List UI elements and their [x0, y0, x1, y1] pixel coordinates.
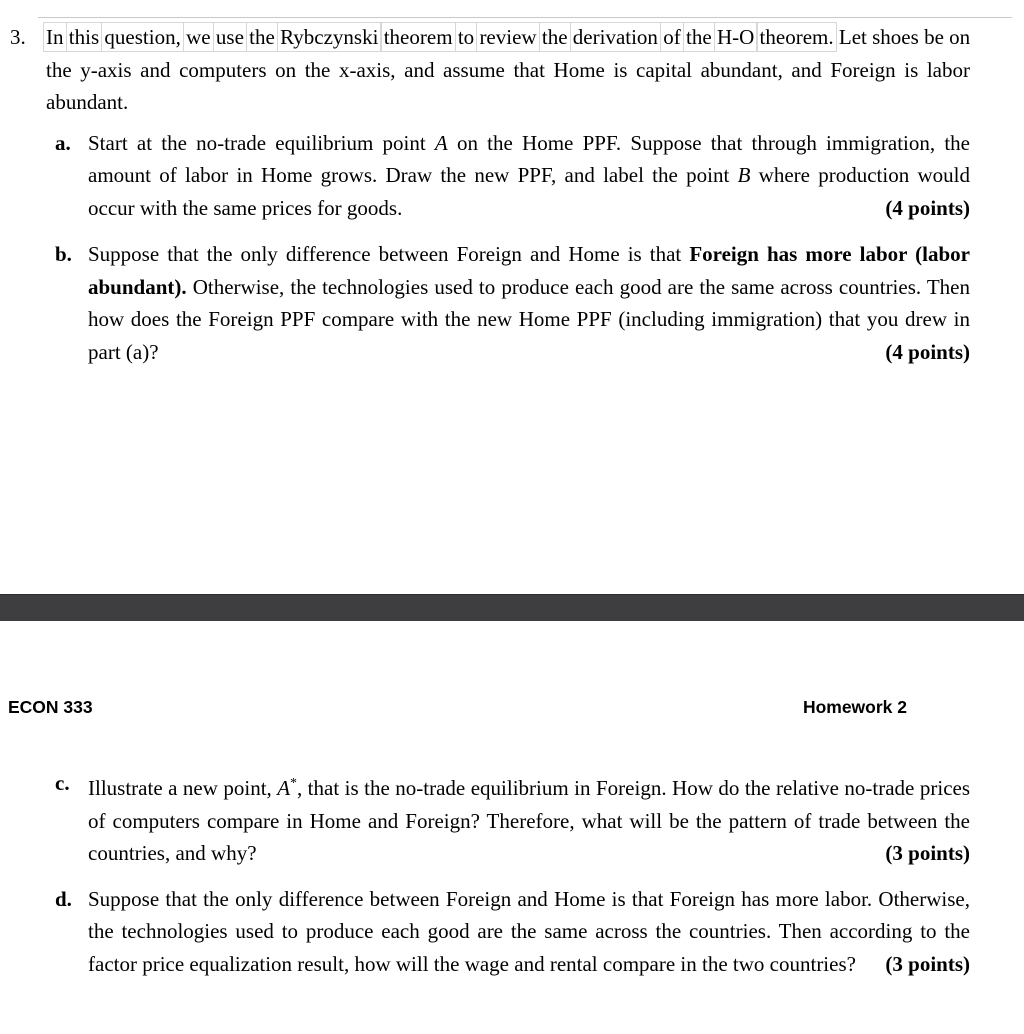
part-b-body [88, 238, 970, 368]
part-c-label: c. [55, 771, 70, 795]
part-c-points-label: (3 points) [875, 837, 970, 870]
question-part-d [55, 883, 970, 981]
part-a-text: Start at the no-trade equilibrium point A on the Home PPF. Suppose that through immigration, the amount of labor in Home grows. Draw the new PPF, and label the point B where production would occur with the same prices for goods. [88, 130, 970, 220]
question-3 [10, 21, 970, 119]
part-d-label: d. [55, 886, 72, 911]
question-number: 3. [10, 25, 26, 49]
question-part-b [55, 238, 970, 368]
page-break-bar [0, 594, 1024, 621]
part-b-points-label: (4 points) [875, 336, 970, 369]
part-d-text: Suppose that the only difference between Foreign and Home is that Foreign has more labor. Otherwise, the technologies used to produce each good are the same across the countries. Then according to the factor price equalization result, how will the wage and rental compare in the two countries? [88, 886, 970, 976]
top-divider [38, 17, 1012, 18]
question-part-c [55, 767, 970, 870]
part-d-body [88, 883, 970, 981]
part-b-text: Suppose that the only difference between Foreign and Home is that Foreign has more labor (labor abundant). Otherwise, the technologies used to produce each good are the same across countries. Then how does the Foreign PPF compare with the new Home PPF (including immigration) that you drew in part (a)? [88, 242, 970, 364]
question-intro: In this question, we use the Rybczynski theorem to review the derivation of the H-O theorem. Let shoes be on the y-axis and computers on the x-axis, and assume that Home is capital abundant, and Foreign is labor abundant. [46, 25, 971, 114]
part-a-label: a. [55, 130, 71, 155]
question-part-a [55, 127, 970, 225]
part-c-text: Illustrate a new point, A*, that is the no-trade equilibrium in Foreign. How do the relative no-trade prices of computers compare in Home and Foreign? Therefore, what will be the pattern of trade between the countries, and why? [88, 775, 971, 865]
homework-title: Homework 2 [802, 697, 907, 717]
part-a-body [88, 127, 970, 225]
course-label: ECON 333 [8, 697, 93, 717]
part-a-points-label: (4 points) [875, 192, 970, 225]
page-header [8, 697, 907, 717]
part-b-label: b. [55, 242, 72, 266]
part-c-body [88, 767, 970, 870]
part-d-points-label: (3 points) [875, 948, 970, 981]
